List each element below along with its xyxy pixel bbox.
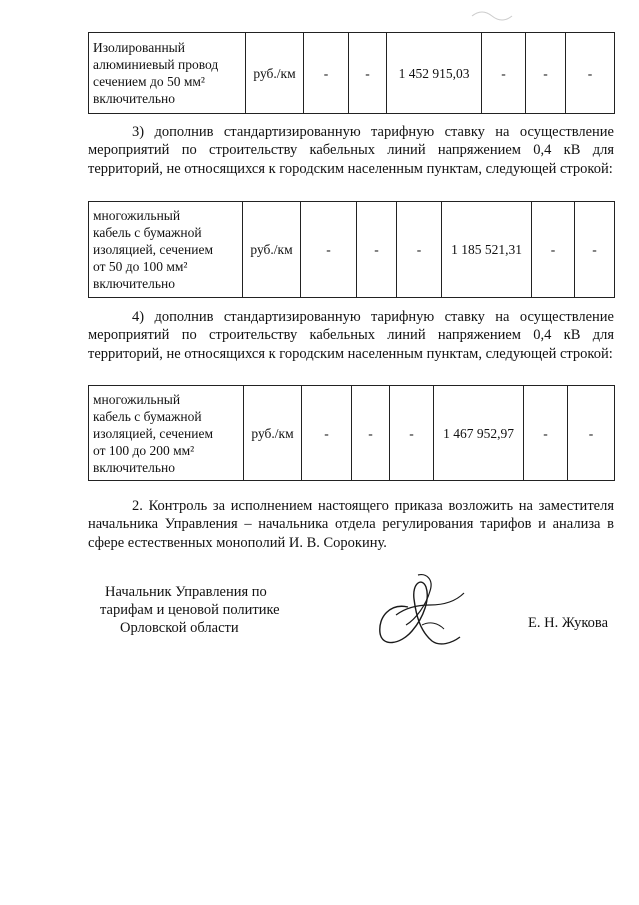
tariff-table-2 — [88, 201, 615, 298]
value-cell: - — [302, 386, 352, 481]
signatory-title-line: Орловской области — [120, 620, 239, 636]
value-cell: - — [397, 202, 442, 298]
desc-line: изоляцией, сечением — [93, 242, 213, 257]
value-cell: - — [566, 33, 615, 114]
paragraph-4: 4) дополнив стандартизированную тарифную ставку на осуществление мероприятий по строительству кабельных линий напряжением 0,4 кВ для территорий, не относящихся к городским населенным пунктам, следующей строкой: — [88, 309, 614, 362]
signatory-title-line: Начальник Управления по — [105, 584, 267, 600]
desc-line: включительно — [93, 91, 176, 106]
desc-line: многожильный — [93, 391, 181, 407]
value-cell: - — [568, 386, 615, 481]
value-cell: - — [349, 33, 387, 114]
desc-line: от 50 до 100 мм² — [93, 259, 188, 274]
desc-line: кабель с бумажной — [93, 408, 202, 424]
value-cell: 1 452 915,03 — [387, 33, 482, 114]
value-cell: 1 467 952,97 — [434, 386, 524, 481]
unit-cell: руб./км — [246, 33, 304, 114]
desc-line: многожильный — [93, 208, 181, 223]
paragraph-control: 2. Контроль за исполнением настоящего приказа возложить на заместителя начальника Управления – начальника отдела регулирования тарифов и анализа в сфере естественных монополий И. В. Сорокину. — [88, 498, 614, 551]
value-cell: - — [352, 386, 390, 481]
desc-line: Изолированный — [93, 40, 185, 55]
handwritten-signature — [360, 565, 480, 655]
value-cell: - — [526, 33, 566, 114]
value-cell: - — [301, 202, 357, 298]
value-cell: - — [304, 33, 349, 114]
value-cell: - — [532, 202, 575, 298]
desc-line: алюминиевый провод — [93, 57, 219, 72]
desc-line: от 100 до 200 мм² — [93, 442, 195, 458]
value-cell: - — [575, 202, 615, 298]
scan-artifact — [470, 4, 530, 24]
value-cell: - — [524, 386, 568, 481]
value-cell: - — [357, 202, 397, 298]
tariff-table-1 — [88, 32, 615, 114]
unit-cell: руб./км — [244, 386, 302, 481]
desc-line: включительно — [93, 276, 176, 291]
unit-cell: руб./км — [243, 202, 301, 298]
signatory-name: Е. Н. Жукова — [528, 615, 609, 631]
signatory-title-line: тарифам и ценовой политике — [100, 602, 280, 618]
value-cell: - — [482, 33, 526, 114]
row-description — [89, 202, 243, 298]
desc-line: включительно — [93, 459, 176, 475]
desc-line: сечением до 50 мм² — [93, 74, 205, 89]
desc-line: кабель с бумажной — [93, 225, 202, 240]
value-cell: - — [390, 386, 434, 481]
value-cell: 1 185 521,31 — [442, 202, 532, 298]
tariff-table-3 — [88, 385, 615, 481]
desc-line: изоляцией, сечением — [93, 425, 213, 441]
row-description — [89, 33, 246, 114]
paragraph-3: 3) дополнив стандартизированную тарифную ставку на осуществление мероприятий по строительству кабельных линий напряжением 0,4 кВ для территорий, не относящихся к городским населенным пунктам, следующей строкой: — [88, 124, 614, 177]
row-description — [89, 386, 244, 481]
signatory-title — [100, 583, 300, 637]
